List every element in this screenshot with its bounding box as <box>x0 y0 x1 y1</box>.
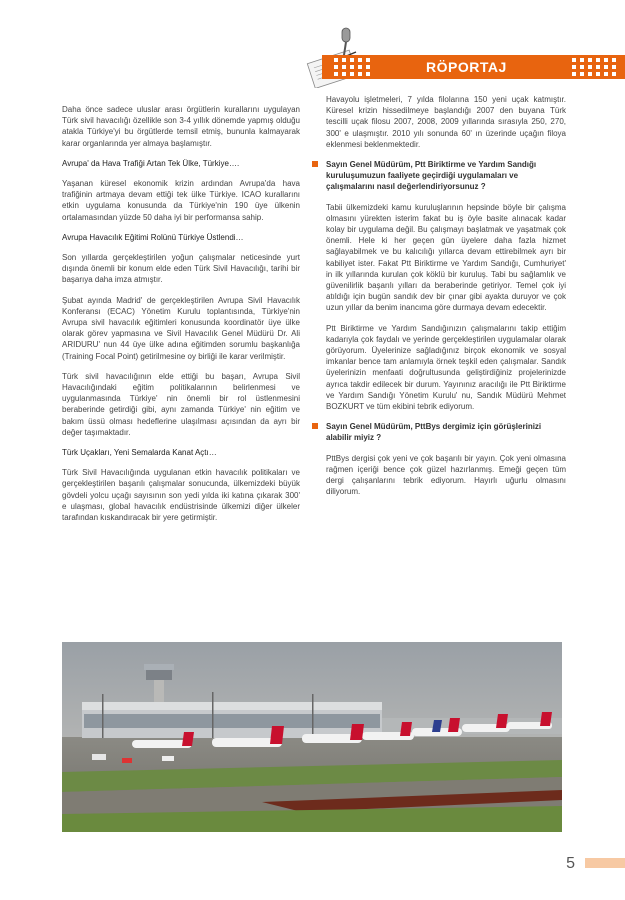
decorative-grid <box>332 55 372 79</box>
subheading: Türk Uçakları, Yeni Semalarda Kanat Açtı… <box>62 448 217 458</box>
left-column <box>62 104 300 532</box>
paragraph: Daha önce sadece uluslar arası örgütlerin kurallarını uygulayan Türk sivil havacılığı özellikle son 3-4 yıllık dönemde yapmış olduğu atakla Türkiye'yi bu örgütlerde temsil etmiş, bununla kalmayarak karar organlarında yer almaya başlamıştır. <box>62 105 300 148</box>
page-header <box>300 22 625 92</box>
page-edge-marker <box>585 858 625 868</box>
interview-question <box>326 159 566 193</box>
section-header-bar <box>322 55 625 79</box>
paragraph: Tabii ülkemizdeki kamu kuruluşlarının hepsinde böyle bir çalışma olmasını yürekten isterim fakat bu iş öyle basite alınacak kadar kolay bir uygulama değil. Bu çalışmayı başlatmak ve yaşatmak çok önemli. Hele ki her geçen gün üyelere daha fazla hizmet sağlayabilmek ve bu kalıcılığı yıllarca devam ettirebilmek ayrı bir kabiliyet ister. Fakat Ptt Biriktirme ve Yardım Sandığı, Cumhuriyet' in ilk yıllarında kurulan çok köklü bir kuruluş. Tabi bu sağlamlık ve güvenilirlik başarılı yılları da beraberinde getiriyor. Temel çok iyi atıldığı için bugün sandık dev bir çınar gibi ayakta duruyor ve çok uzun yıllar da benim inancıma göre durmaya devam edecektir. <box>326 202 566 313</box>
paragraph: Havayolu işletmeleri, 7 yılda filolarına 150 yeni uçak katmıştır. Küresel krizin hissedilmeye başlandığı 2007 den buyana Türk tescilli uçak filosu 2007, 2008, 2009 yıllarında sırasıyla 250, 270, 300' e ulaşmıştır. 2010 yılı sonunda 60' ın üzerinde uçağın filoya eklenmesi beklenmektedir. <box>326 95 566 149</box>
paragraph: Şubat ayında Madrid' de gerçekleştirilen Avrupa Sivil Havacılık Konferansı (ECAC) Yönetim Kurulu toplantısında, Türkiye'nin Avrupa sivil havacılık eğitimleri konusunda koordinatör üye ülke olarak görev yapmasına ve Sivil Havacılık Genel Müdürü Dr. Ali ARIDURU' nun 44 üye ülke adına eğitimden sorumlu başkanlığa (Training Focal Point) getirilmesine oy birliği ile karar verilmiştir. <box>62 295 300 361</box>
bullet-square-icon <box>312 423 318 429</box>
interview-question <box>326 421 566 443</box>
paragraph: Yaşanan küresel ekonomik krizin ardından Avrupa'da hava trafiğinin artmaya devam ettiği tek ülke Türkiye. ICAO kurallarını etkin uygulama konusunda da Türkiye'nin 190 üye ülkenin ortalamasından yüzde 50 daha iyi bir performansa sahip. <box>62 179 300 222</box>
decorative-grid <box>570 55 622 79</box>
bullet-square-icon <box>312 161 318 167</box>
page-number: 5 <box>566 855 575 872</box>
right-column <box>326 94 566 507</box>
paragraph: Türk sivil havacılığının elde ettiği bu başarı, Avrupa Sivil Havacılığındaki eğitim politikalarının belirlenmesi ve uygulanmasında Türkiye' nin önemli bir rol üstlenmesini beraberinde getirdiği gibi, aynı zamanda Türkiye' nin eğitim ve bakım üssü olması hedeflerine ulaşılması açısından da ayrı bir değer taşımaktadır. <box>62 371 300 437</box>
question-text: Sayın Genel Müdürüm, PttBys dergimiz için görüşlerinizi alabilir miyiz ? <box>326 422 542 443</box>
subheading: Avrupa' da Hava Trafiği Artan Tek Ülke, Türkiye…. <box>62 158 240 168</box>
paragraph: Türk Sivil Havacılığında uygulanan etkin havacılık politikaları ve gerçekleştirilen başarılı çalışmalar sonucunda, ülkemizdeki büyük gövdeli yolcu uçağı sayısının son yedi yılda iki katına çıkarak 300' e ulaşması, global havacılık endüstrisinde ülkemizi diğer ülkeler tarafından kıskandıracak bir yere getirmiştir. <box>62 468 300 523</box>
section-title: RÖPORTAJ <box>426 59 507 75</box>
paragraph: Ptt Biriktirme ve Yardım Sandığınızın çalışmalarını takip ettiğim kadarıyla çok faydalı ve yerinde gerçekleştirilen uygulamalar olarak görüyorum. Üyelerinize sağladığınız birçok ekonomik ve sosyal imkanlar bence tam anlamıyla örnek teşkil eden çalışmalar. Sandık üyelerinizin menfaati doğrultusunda geliştirdiğiniz projelerinizde ayrıca takdir edilecek bir durum. Yayınınız aracılığı ile Ptt Biriktirme ve Yardım Sandığı Yönetim Kurulu' nu, Sandık Müdürü Mehmet BOZKURT ve tüm ekibini tebrik ediyorum. <box>326 323 566 412</box>
paragraph: PttBys dergisi çok yeni ve çok başarılı bir yayın. Çok yeni olmasına rağmen içeriği bence çok güzel hazırlanmış. Emeği geçen tüm dergi çalışanlarını tebrik ediyorum. Hayırlı uğurlu olmasını diliyorum. <box>326 453 566 497</box>
question-text: Sayın Genel Müdürüm, Ptt Biriktirme ve Yardım Sandığı kuruluşumuzun faaliyete geçirdiği uygulamaları ve çalışmalarını nasıl değerlendiriyorsunuz ? <box>326 160 537 192</box>
paragraph: Son yıllarda gerçekleştirilen yoğun çalışmalar neticesinde yurt dışında önemli bir konum elde eden Türk Sivil Havacılığı, tarihi bir başarıya daha imza atmıştır. <box>62 253 300 285</box>
airport-photo <box>62 642 562 832</box>
subheading: Avrupa Havacılık Eğitimi Rolünü Türkiye Üstlendi… <box>62 232 244 242</box>
